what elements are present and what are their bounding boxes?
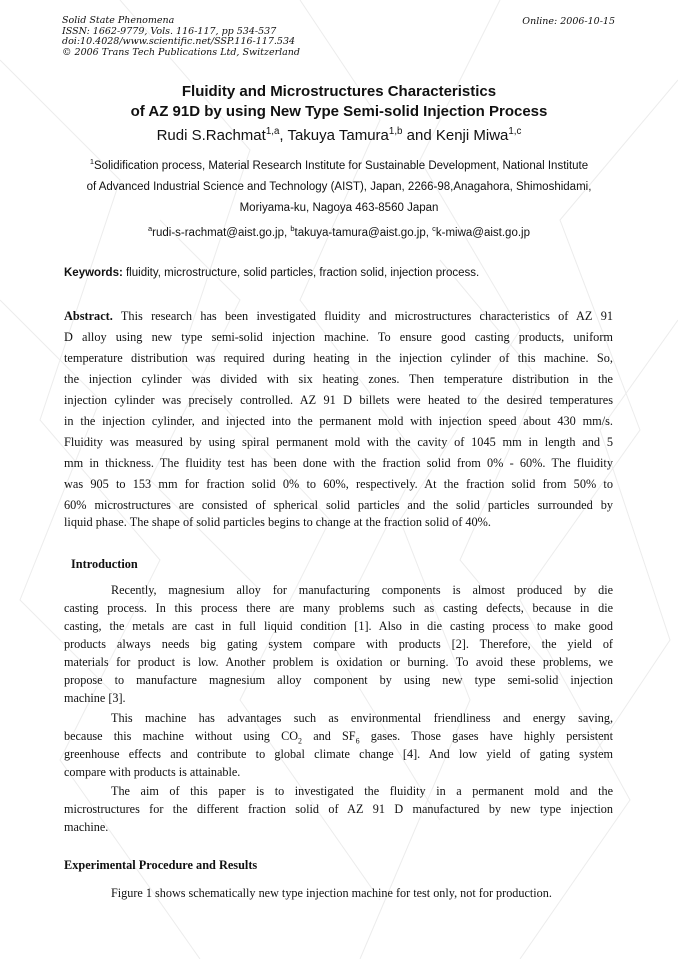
affiliation-line-3: Moriyama-ku, Nagoya 463-8560 Japan [239, 202, 439, 214]
section-heading-introduction: Introduction [71, 557, 138, 571]
abstract-line: Abstract. This research has been investigated fluidity and microstructures characteristics of AZ 91 [64, 309, 613, 323]
online-date: Online: 2006-10-15 [522, 16, 615, 27]
author-1-affil: 1,a [265, 126, 280, 137]
abstract-line: Fluidity was measured by using spiral permanent mold with the cavity of 1045 mm in length and 5 [64, 435, 613, 449]
affiliation-mark: 1 [89, 157, 95, 167]
author-1: Rudi S.Rachmat [156, 127, 266, 144]
issn-line: ISSN: 1662-9779, Vols. 116-117, pp 534-537 [62, 25, 277, 37]
intro-line: This machine has advantages such as environmental friendliness and energy saving, [111, 711, 613, 725]
section-heading-experimental: Experimental Procedure and Results [64, 858, 258, 872]
intro-line: propose to manufacture magnesium alloy component by using new type semi-solid injection [64, 673, 613, 687]
abstract-line: 60% microstructures are consisted of spherical solid particles and the solid particles surrounded by [64, 498, 613, 512]
intro-line: casting, the metals are cast in full liquid condition [1]. Also in die casting process to make good [64, 619, 613, 633]
author-sep-2: and [402, 127, 436, 144]
experimental-line: Figure 1 shows schematically new type injection machine for test only, not for production. [111, 886, 552, 900]
journal-metadata [62, 16, 300, 58]
intro-line: products always needs big gating system compare with products [2]. Therefore, the yield of [64, 637, 613, 651]
intro-line: compare with products is attainable. [64, 765, 241, 779]
abstract-line: the injection cylinder was divided with six heating zones. Then temperature distribution in the [64, 372, 613, 386]
affiliation-line-1: $^1$Solidification process, Material Research Institute for Sustainable Development, National Institute [89, 157, 589, 172]
doi-line: doi:10.4028/www.scientific.net/SSP.116-117.534 [62, 36, 296, 48]
intro-line: The aim of this paper is to investigated the fluidity in a permanent mold and the [111, 784, 613, 798]
email-a: rudi-s-rachmat@aist.go.jp, [152, 227, 291, 239]
author-2: Takuya Tamura [287, 127, 389, 144]
author-3: Kenji Miwa [435, 127, 509, 144]
email-line: $^a$rudi-s-rachmat@aist.go.jp, $^b$takuya-tamura@aist.go.jp, $^c$k-miwa@aist.go.jp [147, 224, 530, 239]
email-b: takuya-tamura@aist.go.jp, [294, 227, 433, 239]
keywords [64, 267, 479, 279]
author-list [40, 127, 638, 144]
copyright-line: © 2006 Trans Tech Publications Ltd, Switzerland [62, 46, 301, 58]
email-c: k-miwa@aist.go.jp [435, 227, 530, 239]
intro-line: greenhouse effects and contribute to global climate change [4]. And low yield of gating system [64, 747, 613, 761]
intro-line: machine. [64, 820, 109, 834]
abstract-label: Abstract. [64, 309, 113, 323]
title-line-1: Fluidity and Microstructures Characteristics [181, 83, 497, 100]
intro-line: materials for product is low. Another problem is oxidation or burning. To avoid these problems, we [64, 655, 613, 669]
affiliation-line-2: of Advanced Industrial Science and Technology (AIST), Japan, 2266-98,Anagahora, Shimoshidami, [86, 181, 592, 193]
abstract-line: was 905 to 153 mm for fraction solid 0% to 60%, respectively. At the fraction solid from 50% to [64, 477, 613, 491]
keywords-text: fluidity, microstructure, solid particles, fraction solid, injection process. [122, 267, 480, 279]
intro-line: because this machine without using $CO_2$ and $SF_6$ gases. Those gases have highly persistent [64, 729, 613, 746]
abstract-line: in the injection cylinder, and injected into the permanent mold with injection speed about 430 mm/s. [64, 414, 613, 428]
abstract-line: D alloy using new type semi-solid injection machine. To ensure good casting products, uniform [64, 330, 613, 344]
abstract-line: mm in thickness. The fluidity test has been done with the fraction solid from 0% - 60%. The fluidity [64, 456, 613, 470]
abstract-line: liquid phase. The shape of solid particles begins to change at the fraction solid of 40%. [64, 515, 491, 529]
intro-line: Recently, magnesium alloy for manufacturing components is almost produced by die [111, 583, 613, 597]
intro-line: casting process. In this process there are many problems such as casting defects, because in die [64, 601, 613, 615]
title-line-2: of AZ 91D by using New Type Semi-solid Injection Process [130, 103, 548, 120]
intro-line: machine [3]. [64, 691, 126, 705]
intro-line: microstructures for the different fraction solid of AZ 91 D manufactured by new type injection [64, 802, 613, 816]
author-3-affil: 1,c [508, 126, 522, 137]
author-sep-1: , [279, 127, 288, 144]
abstract-line: injection cylinder was precisely controlled. AZ 91 D billets were heated to the desired temperatures [64, 393, 613, 407]
abstract-line: temperature distribution was required during heating in the injection cylinder of this machine. So, [64, 351, 613, 365]
author-2-affil: 1,b [388, 126, 403, 137]
journal-name: Solid State Phenomena [62, 15, 175, 26]
keywords-label: Keywords: [64, 267, 123, 279]
